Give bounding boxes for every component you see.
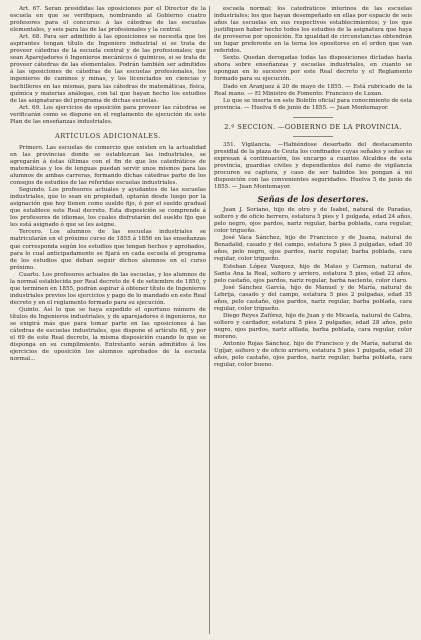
decree-signature: Dado en Aranjuez á 20 de mayo de 1855. — Está rubricado de la Real mano. — El Ministro de Fomento: Francisco de Luxan. (214, 83, 412, 97)
column-divider (209, 6, 210, 634)
additional-article-5: Quinto. Así lo que se haya expedido el oportuno número de títulos de Ingenieros industriales, y de aparejadores ó ingenieros, no se exigirá más que para tomar parte en las oposiciones á las cátedras de escuelas industriales, que dispone el artículo 68, y por el 69 de este Real decreto, la misma disposición cuando lo que se disponga en su cumplimiento. Entretanto serán admitidos á los ejercicios de oposición los alumnos aprobados de la escuela normal... (10, 306, 206, 363)
section-rule-2 (293, 136, 333, 137)
deserter-entry: José Sánchez García, hijo de Manuel y de María, natural de Lebrija, casado y del campo, estatura 5 pies 2 pulgadas, edad 35 años, pelo castaño, ojos pardos, nariz regular, barba poblada, cara regular, color trigueño. (214, 284, 412, 312)
deserter-entry: Antonio Rojas Sánchez, hijo de Francisco y de María, natural de Ugíjar, soltero y de oficio arriero, estatura 5 pies 1 pulgada, edad 20 años, pelo castaño, ojos pardos, nariz regular, barba poblada, cara regular, color bueno. (214, 341, 412, 369)
right-column (214, 6, 412, 636)
additional-article-4: Cuarto. Los profesores actuales de las escuelas, y los alumnos de la normal establecida por Real decreto de 4 de setiembre de 1850, y que terminen en 1855, podrán aspirar á obtener título de Ingenieros industriales previos los ejercicios y pago de lo mandado en este Real decreto y en el reglamento formado para su ejecución. (10, 271, 206, 306)
vigilance-notice: 351. Vigilancia. —Habiéndose desertado del destacamento presidial de la plaza de Ceuta los confinados cuyas señales y señas se expresan á continuación, los encargo a cuantos Alcaldes de esta provincia, guardias civiles y dependientes del ramo de vigilancia procuren su captura, y caso de ser habidos los pongan á mi disposición con las convenientes seguridades. Huelva 5 de junio de 1855. — Juan Montemayor. (214, 141, 412, 191)
additional-article-6: Sexto. Quedan derogadas todas las disposiciones dictadas hasta ahora sobre enseñanzas y escuelas industriales, en cuanto se opongan en lo sucesivo por este Real decreto y el Reglamento formado para su ejecución. (214, 55, 412, 83)
article-68: Art. 68. Para ser admitido á las oposiciones se necesita que los aspirantes tengan título de Ingeniero industrial si se trata de proveer cátedras de la escuela central y de las profesionales; que sean Aparejadores ó Ingenieros mecánicos ó químicos, si se trata de proveer cátedras de las elementales. Podrán también ser admitidos á las oposiciones de cátedras de las escuelas profesionales, los ingenieros de caminos y minas, y los licenciados en ciencias y bachilleres en las mismas, para las cátedras de matemáticas, física, química y materias análogas, con tal que hayan hecho los estudios de las asignaturas del programa de dichas escuelas. (10, 34, 206, 104)
additional-articles-heading: ARTÍCULOS ADICIONALES. (55, 131, 161, 140)
deserters-heading: Señas de los desertores. (257, 194, 369, 205)
deserter-entry: Esteban López Vazquez, hijo de Mateo y Carmen, natural de Santa Ana la Real, soltero y arriero, estatura 5 pies, edad 22 años, pelo castaño, ojos pardos, nariz regular, barba naciente, color claro. (214, 263, 412, 284)
continued-paragraph: escuela normal; los catedráticos interinos de las escuelas industriales; los que hayan desempeñado en ellas por espacio de seis años las escuelas en sus respectivos establecimientos; y los que justifiquen haber hecho todos los estudios de la asignatura que haya de proveerse por oposición. En igualdad de circunstancias obtendrán un lugar preferente en la terna los opositores en el orden que van referidos. (214, 6, 412, 55)
article-67: Art. 67. Serán presididas las oposiciones por el Director de la escuela en que se verifiquen, nombrando al Gobierno cuatro profesores para el concurso: á las cátedras de las escuelas elementales, y seis para las de las profesionales y la central. (10, 6, 206, 34)
additional-article-3: Tercero. Los alumnos de las escuelas industriales se matricularán en el próximo curso de 1855 á 1856 en las enseñanzas que corresponda según los estudios que tengan hechos y aprobados, para lo cual anticipadamente se fijará en cada escuela el programa de los estudios que deban seguir dichos alumnos en el curso próximo. (10, 229, 206, 271)
left-column (10, 6, 206, 636)
additional-article-2: Segundo. Los profesores actuales y ayudantes de las escuelas industriales, que lo sean en propiedad, optarán desde luego por la asignación que hoy tienen como sueldo fijo, ó por el sueldo gradual que establece este Real decreto. Esta disposición se comprende á los profesores de idiomas, los cuales disfrutarán del sueldo fijo que les está asignado ó que se les asigne. (10, 187, 206, 229)
section-rule (293, 117, 333, 118)
additional-article-1: Primero. Las escuelas de comercio que existen en la actualidad en las provincias donde se establezcan las industriales, se agregarán á éstas últimas con el fin de que los catedráticos de matemáticas y los de lenguas puedan servir unos mismos para las alumnos de ambas carreras, formando dichas cátedras parte de los consejos de estudios de las referidas escuelas industriales. (10, 144, 206, 187)
government-section-heading: 2.º SECCION. —GOBIERNO DE LA PROVINCIA. (224, 122, 402, 131)
deserter-entry: José Vaca Sánchez, hijo de Francisco y de Juana, natural de Benadalid, casado y del campo, estatura 5 pies 3 pulgadas, edad 30 años, pelo negro, ojos pardos, nariz regular, barba poblada, cara regular, color trigueño. (214, 235, 412, 263)
article-69: Art. 69. Los ejercicios de oposición para proveer las cátedras se verificarán como se dispone en el reglamento de ejecución de este Plan de las enseñanzas industriales. (10, 104, 206, 125)
deserter-entry: Juan J. Soriano, hijo de otro y de Isabel, natural de Paradas, soltero y de oficio herrero, estatura 5 pies y 1 pulgada, edad 24 años, pelo negro, ojos pardos, nariz regular, barba poblada, cara regular, color trigueño. (214, 207, 412, 235)
publication-note: Lo que se inserta en este Boletín oficial para conocimiento de esta provincia. — Huelva 6 de junio de 1855. — Juan Montemayor. (214, 97, 412, 111)
deserter-entry: Diego Reyes Zafórez, hijo de Juan y de Micaela, natural de Cabra, soltero y cardador, estatura 5 pies 2 pulgadas, edad 28 años, pelo negro, ojos pardos, nariz afilada, barba poblada, cara regular, color moreno. (214, 312, 412, 340)
